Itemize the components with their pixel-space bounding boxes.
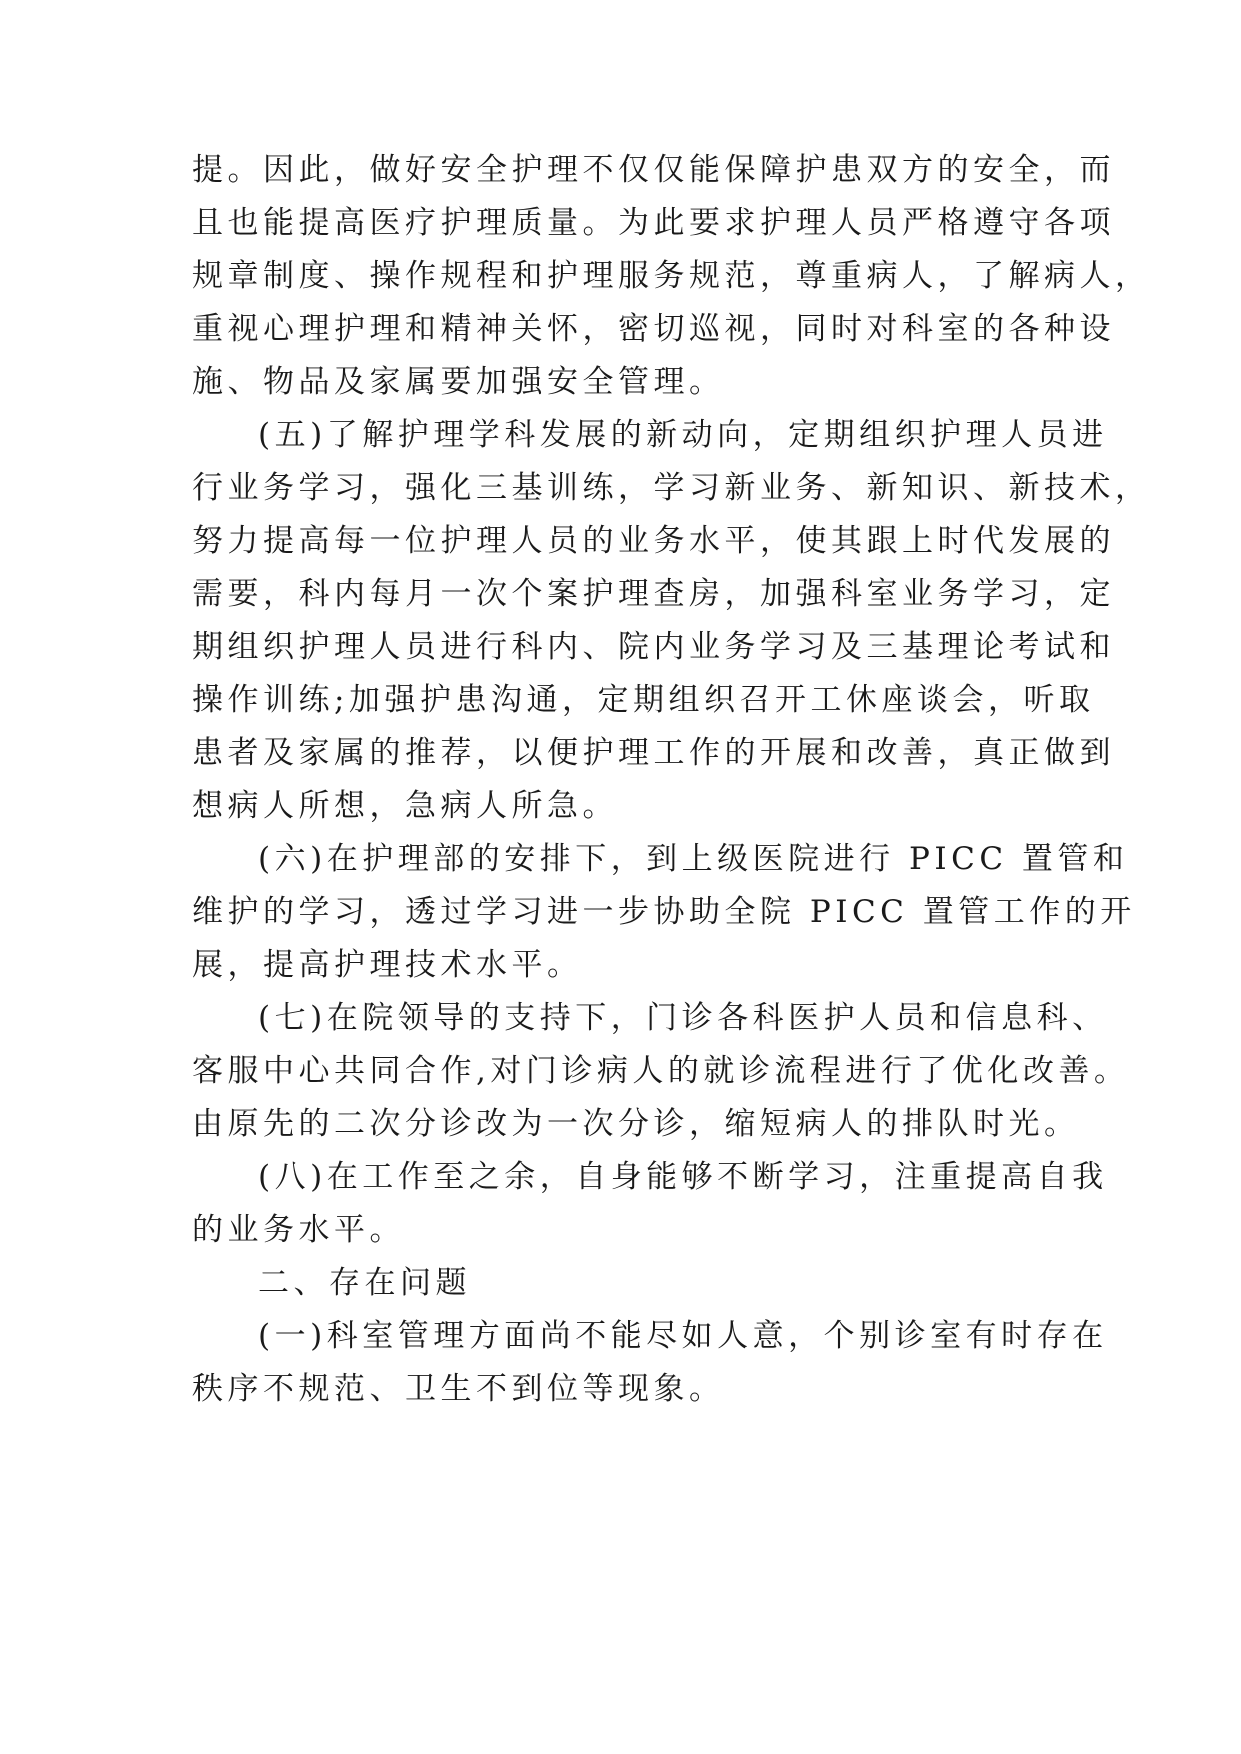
paragraph-five-start: (五)了解护理学科发展的新动向，定期组织护理人员进 xyxy=(258,417,1108,453)
text-line: 努力提高每一位护理人员的业务水平，使其跟上时代发展的 xyxy=(192,523,1115,559)
text-line: 维护的学习，透过学习进一步协助全院 PICC 置管工作的开 xyxy=(192,894,1136,930)
section-heading: 二、存在问题 xyxy=(258,1265,471,1301)
text-line: 提。因此，做好安全护理不仅仅能保障护患双方的安全，而 xyxy=(192,152,1115,188)
paragraph-six-start: (六)在护理部的安排下，到上级医院进行 PICC 置管和 xyxy=(258,841,1129,877)
text-line: 患者及家属的推荐，以便护理工作的开展和改善，真正做到 xyxy=(192,735,1115,771)
text-line: 重视心理护理和精神关怀，密切巡视，同时对科室的各种设 xyxy=(192,311,1115,347)
text-line: 秩序不规范、卫生不到位等现象。 xyxy=(192,1371,725,1407)
text-line: 操作训练;加强护患沟通，定期组织召开工休座谈会，听取 xyxy=(192,682,1095,718)
text-line: 想病人所想，急病人所急。 xyxy=(192,788,618,824)
text-line: 且也能提高医疗护理质量。为此要求护理人员严格遵守各项 xyxy=(192,205,1115,241)
text-line: 行业务学习，强化三基训练，学习新业务、新知识、新技术， xyxy=(192,470,1151,506)
text-line: 规章制度、操作规程和护理服务规范，尊重病人，了解病人， xyxy=(192,258,1151,294)
paragraph-eight-start: (八)在工作至之余，自身能够不断学习，注重提高自我 xyxy=(258,1159,1108,1195)
text-line: 期组织护理人员进行科内、院内业务学习及三基理论考试和 xyxy=(192,629,1115,665)
text-line: 需要，科内每月一次个案护理查房，加强科室业务学习，定 xyxy=(192,576,1115,612)
text-line: 由原先的二次分诊改为一次分诊，缩短病人的排队时光。 xyxy=(192,1106,1080,1142)
paragraph-seven-start: (七)在院领导的支持下，门诊各科医护人员和信息科、 xyxy=(258,1000,1108,1036)
text-line: 客服中心共同合作,对门诊病人的就诊流程进行了优化改善。 xyxy=(192,1053,1130,1089)
paragraph-one-start: (一)科室管理方面尚不能尽如人意，个别诊室有时存在 xyxy=(258,1318,1108,1354)
text-line: 展，提高护理技术水平。 xyxy=(192,947,583,983)
text-line: 的业务水平。 xyxy=(192,1212,405,1248)
text-line: 施、物品及家属要加强安全管理。 xyxy=(192,364,725,400)
